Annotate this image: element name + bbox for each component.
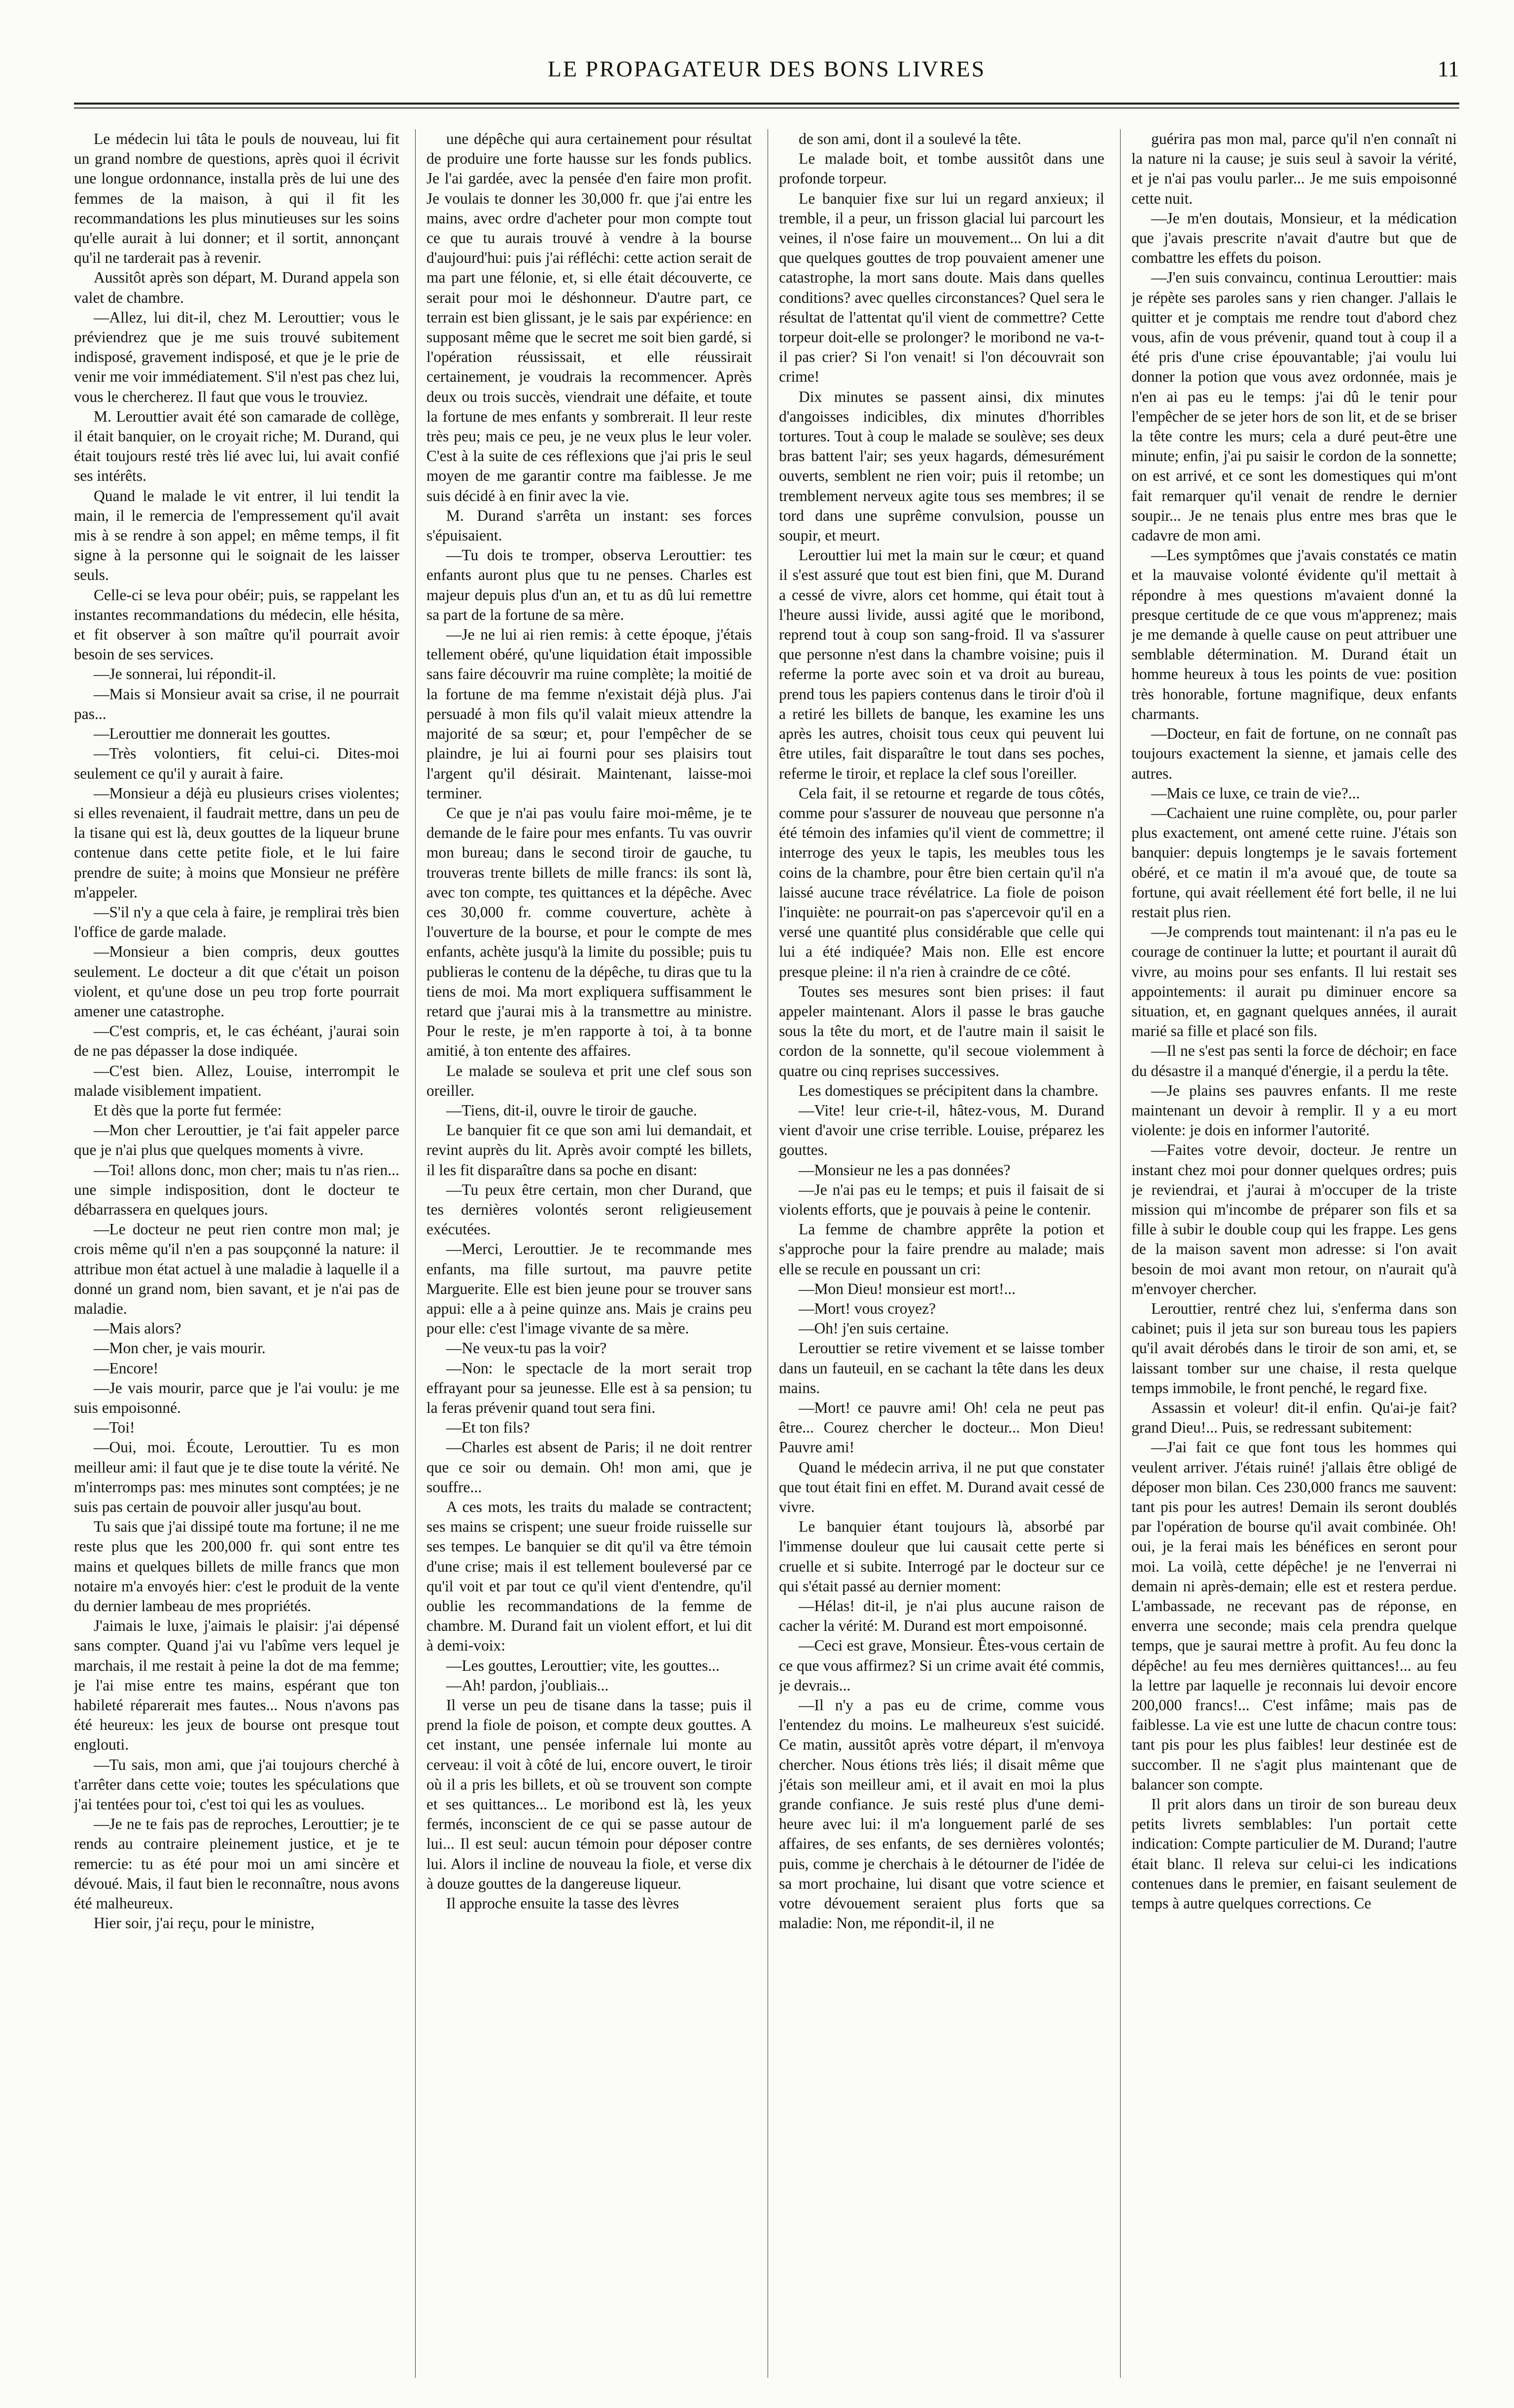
paragraph: —Je sonnerai, lui répondit-il. (94, 665, 277, 683)
paragraph: Cela fait, il se retourne et regarde de tous côtés, comme pour s'assurer de nouveau que personne n'a été témoin des infamies qu'il vient de commettre; il interroge des yeux le tapis, les meubles tous les coins de la chambre, pour être bien certain qu'il n'a laissé aucune trace révélatrice. La fiole de poison l'inquiète: ne pourrait-on pas s'apercevoir qu'il en a versé une quantité plus considérable que celle qui lui a été indiquée? Mais non. Elle est encore presque pleine: il n'a rien à craindre de ce côté. (779, 784, 1104, 980)
paragraph: Quand le malade le vit entrer, il lui tendit la main, il le remercia de l'empressement qu'il avait mis à se rendre à son appel; en même temps, il fit signe à la personne qui le soignait de les laisser seuls. (74, 487, 399, 584)
paragraph: —Mon cher Lerouttier, je t'ai fait appeler parce que je n'ai plus que quelques moments à vivre. (74, 1121, 399, 1159)
paragraph: —Mais si Monsieur avait sa crise, il ne pourrait pas... (74, 685, 399, 722)
paragraph: —Vite! leur crie-t-il, hâtez-vous, M. Durand vient d'avoir une crise terrible. Louise, préparez les gouttes. (779, 1101, 1104, 1159)
paragraph: —Mais ce luxe, ce train de vie?... (1151, 784, 1360, 802)
text-column-4 (1131, 129, 1457, 2378)
paragraph: —Allez, lui dit-il, chez M. Lerouttier; vous le préviendrez que je me suis trouvé subitement indisposé, gravement indisposé, et que je le prie de venir me voir immédiatement. S'il n'est pas chez lui, vous le chercherez. Il faut que vous le trouviez. (74, 308, 399, 405)
paragraph: —Je vais mourir, parce que je l'ai voulu: je me suis empoisonné. (74, 1379, 399, 1416)
paragraph: —Monsieur a bien compris, deux gouttes seulement. Le docteur a dit que c'était un poison violent, et qu'une dose un peu trop forte pourrait amener une catastrophe. (74, 943, 399, 1020)
paragraph: —Faites votre devoir, docteur. Je rentre un instant chez moi pour donner quelques ordres; puis je reviendrai, et j'aurai à m'occuper de la triste mission qui m'incombe de préparer son fils et sa fille à subir le double coup qui les frappe. Les gens de la maison savent mon adresse: si l'on avait besoin de moi avant mon retour, on n'aurait qu'à m'envoyer chercher. (1131, 1141, 1457, 1297)
paragraph: Assassin et voleur! dit-il enfin. Qu'ai-je fait? grand Dieu!... Puis, se redressant subitement: (1131, 1399, 1457, 1437)
paragraph: Les domestiques se précipitent dans la chambre. (799, 1081, 1098, 1099)
text-column-3 (779, 129, 1104, 2378)
paragraph: Et dès que la porte fut fermée: (94, 1101, 282, 1119)
paragraph: —Il n'y a pas eu de crime, comme vous l'entendez du moins. Le malheureux s'est suicidé. Ce matin, aussitôt après votre départ, il m'envoya chercher. Nous étions très liés; il disait même que j'étais son meilleur ami, et il avait en moi la plus grande confiance. Je suis resté plus d'une demi-heure avec lui: il m'a longuement parlé de ses affaires, de ses enfants, de ses dernières volontés; puis, comme je cherchais à le détourner de l'idée de sa mort prochaine, lui disant que votre science et votre dévouement seraient plus forts que sa maladie: Non, me répondit-il, il ne (779, 1696, 1104, 1932)
paragraph: —C'est bien. Allez, Louise, interrompit le malade visiblement impatient. (74, 1062, 399, 1099)
paragraph: Ce que je n'ai pas voulu faire moi-même, je te demande de le faire pour mes enfants. Tu vas ouvrir mon bureau; dans le second tiroir de gauche, tu trouveras trente billets de mille francs: ils sont là, avec ton compte, tes quittances et la dépêche. Avec ces 30,000 fr. comme couverture, achète à l'ouverture de la bourse, et pour le compte de mes enfants, achète jusqu'à la limite du possible; puis tu publieras le contenu de la dépêche, tu diras que tu la tiens de moi. Ma mort expliquera suffisamment le retard que j'aurai mis à la transmettre au ministre. Pour le reste, je m'en rapporte à toi, à ta bonne amitié, à ton entente des affaires. (426, 804, 752, 1060)
paragraph: de son ami, dont il a soulevé la tête. (799, 130, 1021, 147)
paragraph: —Merci, Lerouttier. Je te recommande mes enfants, ma fille surtout, ma pauvre petite Marguerite. Elle est bien jeune pour se trouver sans appui: elle a à peine quinze ans. Mais je crains peu pour elle: c'est l'image vivante de sa mère. (426, 1240, 752, 1337)
paragraph: Tu sais que j'ai dissipé toute ma fortune; il ne me reste plus que les 200,000 fr. qui sont entre tes mains et quelques billets de mille francs que mon notaire m'a envoyés hier: c'est le produit de la vente du dernier lambeau de mes propriétés. (74, 1518, 399, 1615)
paragraph: —Toi! (94, 1419, 135, 1437)
paragraph: Il prit alors dans un tiroir de son bureau deux petits livrets semblables: l'un portait cette indication: Compte particulier de M. Durand; l'autre était blanc. Il releva sur celui-ci les indications contenues dans le premier, en faisant seulement de temps à autre quelques corrections. Ce (1131, 1796, 1457, 1912)
paragraph: Il approche ensuite la tasse des lèvres (446, 1895, 679, 1912)
paragraph: —Le docteur ne peut rien contre mon mal; je crois même qu'il n'en a pas soupçonné la nature: il attribue mon état actuel à une maladie à laquelle il a donné un grand nom, bien savant, et je n'ai pas de maladie. (74, 1221, 399, 1317)
paragraph: —Toi! allons donc, mon cher; mais tu n'as rien... une simple indisposition, dont le docteur te débarrassera en quelques jours. (74, 1161, 399, 1218)
paragraph: Quand le médecin arriva, il ne put que constater que tout était fini en effet. M. Durand avait cessé de vivre. (779, 1458, 1104, 1516)
paragraph: —Mort! ce pauvre ami! Oh! cela ne peut pas être... Courez chercher le docteur... Mon Dieu! Pauvre ami! (779, 1399, 1104, 1456)
paragraph: Il verse un peu de tisane dans la tasse; puis il prend la fiole de poison, et compte deux gouttes. A cet instant, une pensée infernale lui monte au cerveau: il voit à côté de lui, encore ouvert, le tiroir où il a pris les billets, et où se trouvent son compte et ses quittances... Le moribond est là, les yeux fermés, inconscient de ce qui se passe autour de lui... Il est seul: aucun témoin pour déposer contre lui. Alors il incline de nouveau la fiole, et verse dix à douze gouttes de la dangereuse liqueur. (426, 1696, 752, 1892)
paragraph: Le banquier étant toujours là, absorbé par l'immense douleur que lui causait cette perte si cruelle et si subite. Interrogé par le docteur sur ce qui s'était passé au dernier moment: (779, 1518, 1104, 1595)
header-rule-thick (74, 103, 1459, 105)
paragraph: une dépêche qui aura certainement pour résultat de produire une forte hausse sur les fonds publics. Je l'ai gardée, avec la pensée d'en faire mon profit. Je voulais te donner les 30,000 fr. que j'ai entre les mains, avec ordre d'acheter pour mon compte tout ce que tu aurais trouvé à vendre à la bourse d'aujourd'hui: puis j'ai réfléchi: cette action serait de ma part une félonie, et, si elle était découverte, ce serait pour moi le déshonneur. D'autre part, ce terrain est bien glissant, je le sais par expérience: en supposant même que le secret me soit bien gardé, si l'opération réussissait, et elle réussirait certainement, je voudrais la recommencer. Après deux ou trois succès, viendrait une défaite, et toute la fortune de mes enfants y sombrerait. Il leur reste très peu; mais ce peu, je ne veux plus le leur voler. C'est à la suite de ces réflexions que j'ai pris le seul moyen de me garantir contre ma faiblesse. Je me suis décidé à en finir avec la vie. (426, 130, 752, 504)
paragraph: —J'en suis convaincu, continua Lerouttier: mais je répète ses paroles sans y rien changer. J'allais le quitter et je comptais me rendre tout d'abord chez vous, afin de vous prévenir, quand tout à coup il a été pris d'une crise épouvantable; j'ai voulu lui donner la potion que vous avez ordonnée, mais je n'en ai pas eu le temps: j'ai dû le tenir pour l'empêcher de se jeter hors de son lit, et de se briser la tête contre les murs; cela a duré peut-être une minute; enfin, j'ai pu saisir le cordon de la sonnette; on est arrivé, et ce sont les domestiques qui m'ont fait remarquer qu'il venait de rendre le dernier soupir... Je ne tenais plus entre mes bras que le cadavre de mon ami. (1131, 269, 1457, 544)
paragraph: —Je plains ses pauvres enfants. Il me reste maintenant un devoir à remplir. Il y a eu mort violente: je dois en informer l'autorité. (1131, 1081, 1457, 1139)
paragraph: —Mais alors? (94, 1320, 181, 1337)
paragraph: A ces mots, les traits du malade se contractent; ses mains se crispent; une sueur froide ruisselle sur ses tempes. Le banquier se dit qu'il va être témoin d'une crise; mais il est tellement bouleversé par ce qu'il voit et par tout ce qu'il vient d'entendre, qu'il oublie les recommandations de la femme de chambre. M. Durand fait un violent effort, et lui dit à demi-voix: (426, 1498, 752, 1654)
paragraph: —S'il n'y a que cela à faire, je remplirai très bien l'office de garde malade. (74, 903, 399, 941)
paragraph: —Ah! pardon, j'oubliais... (446, 1676, 609, 1694)
paragraph: M. Lerouttier avait été son camarade de collège, il était banquier, on le croyait riche; M. Durand, qui était toujours resté très lié avec lui, lui avait confié ses intérêts. (74, 407, 399, 485)
paragraph: Lerouttier, rentré chez lui, s'enferma dans son cabinet; puis il jeta sur son bureau tous les papiers qu'il avait dérobés dans le tiroir de son ami, et, se laissant tomber sur une chaise, il resta quelque temps immobile, le front penché, le regard fixe. (1131, 1299, 1457, 1397)
paragraph: —C'est compris, et, le cas échéant, j'aurai soin de ne pas dépasser la dose indiquée. (74, 1022, 399, 1060)
paragraph: —Tiens, dit-il, ouvre le tiroir de gauche. (446, 1101, 697, 1119)
paragraph: Le médecin lui tâta le pouls de nouveau, lui fit un grand nombre de questions, après quoi il écrivit une longue ordonnance, installa près de lui une des femmes de la maison, à qui il fit les recommandations les plus minutieuses sur les soins qu'elle aurait à lui donner; et il sortit, annonçant qu'il ne tarderait pas à revenir. (74, 130, 399, 267)
paragraph: —Les gouttes, Lerouttier; vite, les gouttes... (446, 1656, 720, 1674)
paragraph: —Je m'en doutais, Monsieur, et la médication que j'avais prescrite n'avait d'autre but que de combattre les effets du poison. (1131, 209, 1457, 267)
paragraph: —Monsieur ne les a pas données? (799, 1161, 1011, 1179)
paragraph: —Et ton fils? (446, 1419, 530, 1437)
paragraph: —Non: le spectacle de la mort serait trop effrayant pour sa jeunesse. Elle est à sa pension; tu la feras prévenir quand tout sera fini. (426, 1359, 752, 1416)
paragraph: —Tu peux être certain, mon cher Durand, que tes dernières volontés seront religieusement exécutées. (426, 1181, 752, 1238)
paragraph: —Monsieur a déjà eu plusieurs crises violentes; si elles revenaient, il faudrait mettre, dans un peu de la tisane qui est là, deux gouttes de la liqueur brune contenue dans cette petite fiole, et le lui faire prendre de suite; à moins que Monsieur ne préfère m'appeler. (74, 784, 399, 901)
paragraph: La femme de chambre apprête la potion et s'approche pour la faire prendre au malade; mais elle se recule en poussant un cri: (779, 1221, 1104, 1278)
paragraph: —Je ne te fais pas de reproches, Lerouttier; je te rends au contraire pleinement justice, et je te remercie: tu as été pour moi un ami sincère et dévoué. Mais, il faut bien le reconnaître, nous avons été malheureux. (74, 1815, 399, 1912)
paragraph: Lerouttier lui met la main sur le cœur; et quand il s'est assuré que tout est bien fini, que M. Durand a cessé de vivre, alors cet homme, qui était tout à l'heure aussi livide, aussi agité que le moribond, reprend tout à coup son sang-froid. Il va s'assurer que personne n'est dans la chambre voisine; puis il referme la porte avec soin et va droit au bureau, prend tous les papiers contenus dans le tiroir d'où il a retiré les billets de banque, les examine les uns après les autres, choisit tous ceux qui peuvent lui être utiles, fait disparaître le tout dans ses poches, referme le tiroir, et replace la clef sous l'oreiller. (779, 546, 1104, 782)
paragraph: —Lerouttier me donnerait les gouttes. (94, 725, 331, 743)
paragraph: —Hélas! dit-il, je n'ai plus aucune raison de cacher la vérité: M. Durand est mort empoisonné. (779, 1597, 1104, 1635)
paragraph: —Ne veux-tu pas la voir? (446, 1339, 607, 1357)
paragraph: —Oui, moi. Écoute, Lerouttier. Tu es mon meilleur ami: il faut que je te dise toute la vérité. Ne m'interromps pas: mes minutes sont comptées; je ne suis pas certain de pouvoir aller jusqu'au bout. (74, 1438, 399, 1516)
paragraph: guérira pas mon mal, parce qu'il n'en connaît ni la nature ni la cause; je suis seul à savoir la vérité, et je n'ai pas voulu parler... Je me suis empoisonné cette nuit. (1131, 130, 1457, 207)
page-number: 11 (1437, 56, 1459, 81)
paragraph: —Les symptômes que j'avais constatés ce matin et la mauvaise volonté évidente qu'il mettait à répondre à mes questions m'avaient donné la presque certitude de ce que vous m'apprenez; mais je me demande à quelle cause on peut attribuer une semblable détermination. M. Durand était un homme heureux à tous les points de vue: position très honorable, fortune magnifique, deux enfants charmants. (1131, 546, 1457, 722)
paragraph: —Tu sais, mon ami, que j'ai toujours cherché à t'arrêter dans cette voie; toutes les spéculations que j'ai tentées pour toi, c'est toi qui les as voulues. (74, 1756, 399, 1813)
paragraph: —Mort! vous croyez? (799, 1299, 936, 1317)
paragraph: Hier soir, j'ai reçu, pour le ministre, (94, 1914, 315, 1932)
paragraph: Le banquier fixe sur lui un regard anxieux; il tremble, il a peur, un frisson glacial lui parcourt les veines, il n'ose faire un mouvement... On lui a dit que quelques gouttes de trop pouvaient amener une catastrophe, la mort sans doute. Mais dans quelles conditions? avec quelles circonstances? Quel sera le résultat de l'attentat qu'il vient de commettre? Cette torpeur doit-elle se prolonger? le moribond ne va-t-il pas crier? Si l'on venait! si l'on découvrait son crime! (779, 189, 1104, 386)
article-columns (74, 129, 1459, 2378)
paragraph: —Mon cher, je vais mourir. (94, 1339, 266, 1357)
paragraph: —Charles est absent de Paris; il ne doit rentrer que ce soir ou demain. Oh! mon ami, que je souffre... (426, 1438, 752, 1496)
paragraph: —Ceci est grave, Monsieur. Êtes-vous certain de ce que vous affirmez? Si un crime avait été commis, je devrais... (779, 1637, 1104, 1694)
paragraph: —Encore! (94, 1359, 159, 1377)
paragraph: Le malade boit, et tombe aussitôt dans une profonde torpeur. (779, 150, 1104, 187)
paragraph: —Oh! j'en suis certaine. (799, 1320, 949, 1337)
paragraph: Le malade se souleva et prit une clef sous son oreiller. (426, 1062, 752, 1099)
text-column-2 (426, 129, 752, 2378)
paragraph: Toutes ses mesures sont bien prises: il faut appeler maintenant. Alors il passe le bras gauche sous la tête du mort, et de l'autre main il saisit le cordon de la sonnette, qu'il secoue violemment à quatre ou cinq reprises successives. (779, 982, 1104, 1079)
publication-title: LE PROPAGATEUR DES BONS LIVRES (547, 56, 986, 81)
paragraph: —Je comprends tout maintenant: il n'a pas eu le courage de continuer la lutte; et pourtant il aurait dû vivre, au moins pour ses enfants. Il lui restait ses appointements: il aurait pu diminuer encore sa situation, et, en gagnant quelques années, il aurait marié sa fille et placé son fils. (1131, 923, 1457, 1040)
paragraph: J'aimais le luxe, j'aimais le plaisir: j'ai dépensé sans compter. Quand j'ai vu l'abîme vers lequel je marchais, il me restait à peine la dot de ma femme; je l'ai mise entre tes mains, espérant que ton habileté réparerait mes fautes... Nous n'avons pas été heureux: les jeux de bourse ont presque tout englouti. (74, 1617, 399, 1754)
paragraph: —Il ne s'est pas senti la force de déchoir; en face du désastre il a manqué d'énergie, il a perdu la tête. (1131, 1042, 1457, 1079)
paragraph: —Je ne lui ai rien remis: à cette époque, j'étais tellement obéré, qu'une liquidation était impossible sans faire découvrir ma ruine complète; la moitié de la fortune de ma femme n'existait déjà plus. J'ai persuadé à mon fils qu'il valait mieux attendre la majorité de sa sœur; et, pour l'empêcher de se plaindre, je lui ai fourni pour ses plaisirs tout l'argent qu'il désirait. Maintenant, laisse-moi terminer. (426, 626, 752, 802)
paragraph: M. Durand s'arrêta un instant: ses forces s'épuisaient. (426, 506, 752, 544)
paragraph: Aussitôt après son départ, M. Durand appela son valet de chambre. (74, 269, 399, 306)
paragraph: Dix minutes se passent ainsi, dix minutes d'angoisses indicibles, dix minutes d'horribles tortures. Tout à coup le malade se soulève; ses deux bras battent l'air; ses yeux hagards, démesurément ouverts, semblent ne rien voir; puis il retombe; un tremblement nerveux agite tous ses membres; il se tord dans une suprême convulsion, pousse un soupir, et meurt. (779, 388, 1104, 544)
paragraph: —Je n'ai pas eu le temps; et puis il faisait de si violents efforts, que je pouvais à peine le contenir. (779, 1181, 1104, 1218)
paragraph: —J'ai fait ce que font tous les hommes qui veulent arriver. J'étais ruiné! j'allais être obligé de déposer mon bilan. Ces 230,000 francs me sauvent: tant pis pour les autres! Demain ils seront doublés par l'opération de bourse qu'il avait combinée. Oh! oui, je la ferai mais les bénéfices en seront pour moi. La voilà, cette dépêche! je ne l'enverrai ni demain ni après-demain; elle est et restera perdue. L'ambassade, ne recevant pas de réponse, en enverra une seconde; mais cela prendra quelque temps, que je saurai mettre à profit. Au feu donc la dépêche! au feu mes dernières quittances!... au feu la lettre par laquelle je reconnais lui devoir encore 200,000 francs!... C'est infâme; mais pas de faiblesse. La vie est une lutte de chacun contre tous: tant pis pour les plus faibles! leur destinée est de succomber. Il ne s'agit plus maintenant que de balancer son compte. (1131, 1438, 1457, 1793)
paragraph: Le banquier fit ce que son ami lui demandait, et revint auprès du lit. Après avoir compté les billets, il les fit disparaître dans sa poche en disant: (426, 1121, 752, 1179)
paragraph: —Docteur, en fait de fortune, on ne connaît pas toujours exactement la sienne, et jamais celle des autres. (1131, 725, 1457, 782)
text-column-1 (74, 129, 399, 2378)
paragraph: —Très volontiers, fit celui-ci. Dites-moi seulement ce qu'il y aurait à faire. (74, 745, 399, 782)
paragraph: —Tu dois te tromper, observa Lerouttier: tes enfants auront plus que tu ne penses. Charles est majeur depuis plus d'un an, et tu as dû lui remettre sa part de la fortune de sa mère. (426, 546, 752, 623)
paragraph: Celle-ci se leva pour obéir; puis, se rappelant les instantes recommandations du médecin, elle hésita, et fit observer à son maître qu'il pourrait avoir besoin de ses services. (74, 586, 399, 663)
paragraph: —Mon Dieu! monsieur est mort!... (799, 1280, 1016, 1297)
paragraph: —Cachaient une ruine complète, ou, pour parler plus exactement, ont amené cette ruine. J'étais son banquier: depuis longtemps je le savais fortement obéré, et ce matin il m'a avoué que, de toute sa fortune, qui avait réellement été fort belle, il ne lui restait plus rien. (1131, 804, 1457, 921)
page-header (74, 47, 1459, 91)
paragraph: Lerouttier se retire vivement et se laisse tomber dans un fauteuil, en se cachant la tête dans les deux mains. (779, 1339, 1104, 1397)
